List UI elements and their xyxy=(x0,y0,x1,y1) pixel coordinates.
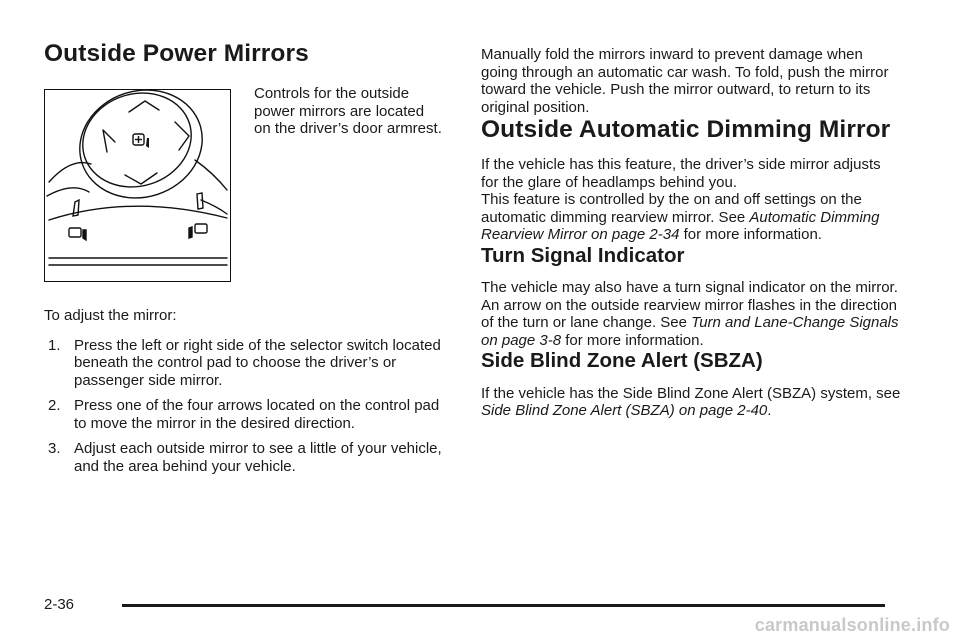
list-item xyxy=(44,397,454,432)
dimming-paragraph-1: If the vehicle has this feature, the driver’s side mirror adjusts for the glare of headlamps behind you. xyxy=(481,156,881,191)
dimming-text-pre: This feature is controlled by the on and off settings on the automatic dimming rearview mirror. See xyxy=(481,191,862,226)
section-title-turn-signal-indicator: Turn Signal Indicator xyxy=(481,243,685,267)
dimming-cross-reference: Automatic Dimming Rearview Mirror on page 2-34 xyxy=(481,208,880,244)
dimming-text-post: for more information. xyxy=(679,226,822,244)
section-title-auto-dimming-mirror: Outside Automatic Dimming Mirror xyxy=(481,116,891,143)
adjust-intro: To adjust the mirror: xyxy=(44,307,177,325)
figure-caption: Controls for the outside power mirrors are located on the driver’s door armrest. xyxy=(254,85,442,138)
list-item xyxy=(44,337,454,390)
step-number: 2. xyxy=(48,397,61,415)
list-item xyxy=(44,440,454,475)
turn-signal-text-post: for more information. xyxy=(561,331,704,349)
turn-signal-cross-reference: Turn and Lane-Change Signals on page 3-8 xyxy=(481,314,899,349)
sbza-cross-reference: Side Blind Zone Alert (SBZA) on page 2-40 xyxy=(481,402,768,420)
sbza-text-post: . xyxy=(767,402,772,420)
step-text: Press one of the four arrows located on the control pad to move the mirror in the desired direction. xyxy=(74,397,440,432)
step-text: Press the left or right side of the selector switch located beneath the control pad to choose the driver’s or passenger side mirror. xyxy=(74,336,441,389)
turn-signal-paragraph xyxy=(481,279,901,349)
sbza-paragraph xyxy=(481,385,901,420)
page-number: 2-36 xyxy=(44,596,75,613)
figure-row xyxy=(44,85,454,285)
step-number: 3. xyxy=(48,440,61,458)
mirror-control-illustration xyxy=(44,89,231,282)
section-title-side-blind-zone-alert: Side Blind Zone Alert (SBZA) xyxy=(481,349,763,373)
adjust-steps-list xyxy=(44,337,454,476)
sbza-text-pre: If the vehicle has the Side Blind Zone Alert (SBZA) system, see xyxy=(481,384,901,402)
footer-rule xyxy=(122,604,885,607)
section-title-outside-power-mirrors: Outside Power Mirrors xyxy=(44,40,309,67)
step-number: 1. xyxy=(48,336,61,354)
fold-mirrors-paragraph: Manually fold the mirrors inward to prevent damage when going through an automatic car wash. To fold, push the mirror toward the vehicle. Push the mirror outward, to return to its original position. xyxy=(481,46,889,116)
turn-signal-text-pre: The vehicle may also have a turn signal indicator on the mirror. An arrow on the outside rearview mirror flashes in the direction of the turn or lane change. See xyxy=(481,279,898,332)
dimming-paragraph-2 xyxy=(481,191,901,244)
right-column xyxy=(481,46,901,420)
watermark: carmanualsonline.info xyxy=(754,615,950,635)
left-column xyxy=(44,40,454,483)
mirror-control-pad-icon xyxy=(45,90,229,280)
step-text: Adjust each outside mirror to see a little of your vehicle, and the area behind your vehicle. xyxy=(74,440,442,475)
